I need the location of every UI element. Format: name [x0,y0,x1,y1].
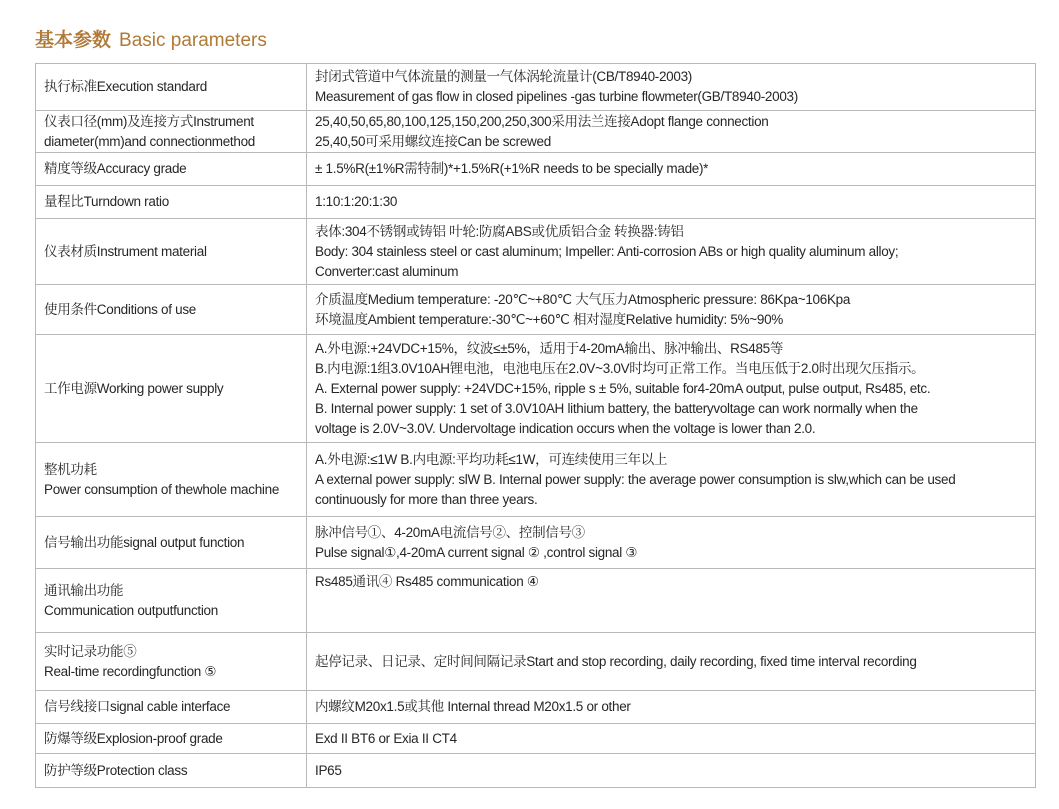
row-label [36,633,307,691]
table-row [36,285,1036,335]
row-label [36,111,307,153]
value-line: Converter:cast aluminum [315,263,459,279]
value-line: continuously for more than three years. [315,491,538,507]
row-label [36,569,307,633]
value-line: 起停记录、日记录、定时间间隔记录Start and stop recording, daily recording, fixed time interval recording [315,653,917,669]
row-value [307,219,1036,285]
parameters-table [35,63,1036,788]
label-line: 执行标准Execution standard [44,79,207,94]
row-label [36,186,307,219]
label-line: Real-time recordingfunction ⑤ [44,663,217,679]
row-label [36,443,307,517]
value-line: A.外电源:+24VDC+15%，纹波≤±5%，适用于4-20mA输出、脉冲输出、RS485等 [315,340,784,356]
table-row [36,443,1036,517]
table-row [36,724,1036,754]
row-label [36,724,307,754]
row-label [36,219,307,285]
label-line: 量程比Turndown ratio [44,194,169,209]
label-line: 精度等级Accuracy grade [44,161,187,176]
value-line: IP65 [315,762,342,778]
value-line: Body: 304 stainless steel or cast aluminum; Impeller: Anti-corrosion ABs or high quality aluminum alloy; [315,243,899,259]
table-row [36,111,1036,153]
row-value [307,754,1036,788]
label-line: Power consumption of thewhole machine [44,481,280,497]
label-line: 仪表口径(mm)及连接方式Instrument [44,113,254,129]
value-line: 1:10:1:20:1:30 [315,194,398,209]
value-line: 介质温度Medium temperature: -20℃~+80℃ 大气压力Atmospheric pressure: 86Kpa~106Kpa [315,291,851,307]
value-line: A external power supply: slW B. Internal power supply: the average power consumption is slw,which can be used [315,471,956,487]
row-label [36,64,307,111]
label-line: Communication outputfunction [44,602,218,618]
value-line: Rs485通讯④ Rs485 communication ④ [315,574,539,589]
value-line: Measurement of gas flow in closed pipelines -gas turbine flowmeter(GB/T8940-2003) [315,89,798,104]
row-label [36,754,307,788]
value-line: A. External power supply: +24VDC+15%, ripple s ± 5%, suitable for4-20mA output, pulse output, Rs485, etc. [315,380,931,396]
value-line: A.外电源:≤1W B.内电源:平均功耗≤1W，可连续使用三年以上 [315,451,668,467]
label-line: 使用条件Conditions of use [44,301,197,317]
row-label [36,691,307,724]
label-line: 信号输出功能signal output function [44,534,245,550]
table-row [36,517,1036,569]
table-row [36,64,1036,111]
label-line: 整机功耗 [44,461,97,477]
value-line: B.内电源:1组3.0V10AH锂电池，电池电压在2.0V~3.0V时均可正常工作。当电压低于2.0时出现欠压指示。 [315,360,925,376]
row-label [36,285,307,335]
table-row [36,754,1036,788]
row-value [307,691,1036,724]
heading-cn: 基本参数 [35,29,112,51]
row-value [307,335,1036,443]
label-line: 信号线接口signal cable interface [44,699,231,714]
table-row [36,186,1036,219]
row-value [307,111,1036,153]
label-line: 防爆等级Explosion-proof grade [44,730,223,746]
row-value [307,724,1036,754]
table-row [36,153,1036,186]
row-label [36,517,307,569]
label-line: 仪表材质Instrument material [44,243,207,259]
row-value [307,153,1036,186]
value-line: ± 1.5%R(±1%R需特制)*+1.5%R(+1%R needs to be specially made)* [315,161,709,176]
value-line: voltage is 2.0V~3.0V. Undervoltage indication occurs when the voltage is lower than 2.0. [315,420,816,436]
row-value [307,443,1036,517]
row-label [36,335,307,443]
value-line: 环境温度Ambient temperature:-30℃~+60℃ 相对湿度Relative humidity: 5%~90% [315,311,783,327]
value-line: 25,40,50,65,80,100,125,150,200,250,300采用法兰连接Adopt flange connection [315,113,769,129]
table-row [36,569,1036,633]
value-line: Pulse signal①,4-20mA current signal ② ,control signal ③ [315,544,638,560]
table-row [36,335,1036,443]
label-line: 防护等级Protection class [44,762,188,778]
section-heading [35,28,267,53]
row-value [307,186,1036,219]
value-line: Exd II BT6 or Exia II CT4 [315,730,457,746]
row-value [307,64,1036,111]
table-row [36,219,1036,285]
value-line: 脉冲信号①、4-20mA电流信号②、控制信号③ [315,524,585,540]
value-line: B. Internal power supply: 1 set of 3.0V10AH lithium battery, the batteryvoltage can work normally when the [315,400,918,416]
value-line: 25,40,50可采用螺纹连接Can be screwed [315,133,551,149]
heading-en: Basic parameters [119,30,267,51]
label-line: diameter(mm)and connectionmethod [44,133,256,149]
value-line: 表体:304不锈钢或铸铝 叶轮:防腐ABS或优质铝合金 转换器:铸铝 [315,223,684,239]
row-value [307,517,1036,569]
row-value [307,285,1036,335]
label-line: 实时记录功能⑤ [44,643,137,659]
row-value [307,633,1036,691]
value-line: 内螺纹M20x1.5或其他 Internal thread M20x1.5 or other [315,699,631,714]
table-row [36,691,1036,724]
table-row [36,633,1036,691]
row-label [36,153,307,186]
value-line: 封闭式管道中气体流量的测量一气体涡轮流量计(CB/T8940-2003) [315,69,693,84]
label-line: 通讯输出功能 [44,582,124,598]
row-value [307,569,1036,633]
label-line: 工作电源Working power supply [44,380,224,396]
